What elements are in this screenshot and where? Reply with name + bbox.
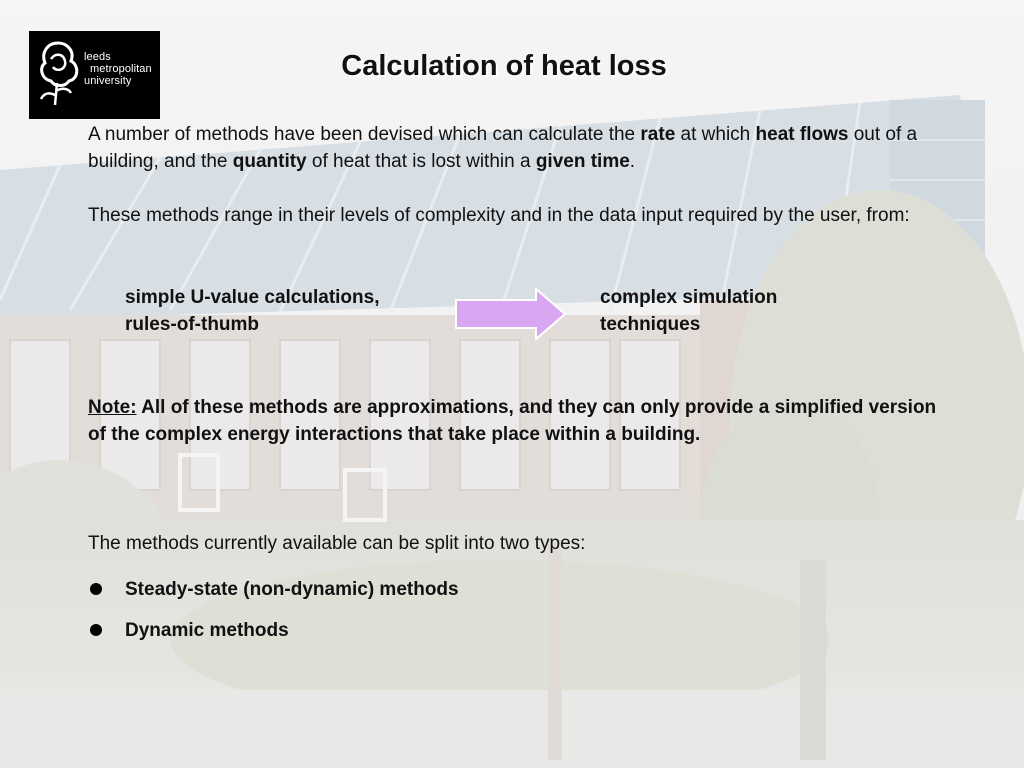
list-item-label: Steady-state (non-dynamic) methods xyxy=(125,579,459,600)
intro-text-2: at which xyxy=(675,124,756,145)
intro-bold-rate: rate xyxy=(640,124,676,145)
method-types-list xyxy=(88,576,459,658)
slide-title: Calculation of heat loss xyxy=(341,50,667,82)
note-paragraph xyxy=(88,394,958,448)
logo-line-1: leeds xyxy=(84,51,111,63)
intro-bold-heat-flows: heat flows xyxy=(755,124,849,145)
intro-paragraph xyxy=(88,121,958,175)
list-item xyxy=(88,617,459,658)
logo-line-2: metropolitan xyxy=(90,63,152,75)
note-label: Note: xyxy=(88,397,137,418)
simple-methods-line-2: rules-of-thumb xyxy=(125,314,260,335)
right-arrow-icon xyxy=(455,288,567,342)
simple-methods-label xyxy=(125,284,379,338)
complex-methods-line-2: techniques xyxy=(600,314,701,335)
range-paragraph: These methods range in their levels of complexity and in the data input required by the user, from: xyxy=(88,205,910,226)
note-text: All of these methods are approximations, and they can only provide a simplified version of the complex energy interactions that take place within a building. xyxy=(88,397,937,445)
bullet-icon xyxy=(90,583,102,595)
bullet-icon xyxy=(90,624,102,636)
intro-bold-given-time: given time xyxy=(535,151,630,172)
simple-methods-line-1: simple U-value calculations, xyxy=(125,287,380,308)
intro-text-4: of heat that is lost within a xyxy=(306,151,536,172)
list-item-label: Dynamic methods xyxy=(125,620,289,641)
intro-text-1: A number of methods have been devised which can calculate the xyxy=(88,124,641,145)
intro-text-5: . xyxy=(629,151,636,172)
intro-text-3: out of a building, and the xyxy=(88,124,918,172)
complex-methods-line-1: complex simulation xyxy=(600,287,778,308)
intro-bold-quantity: quantity xyxy=(232,151,307,172)
complex-methods-label xyxy=(600,284,777,338)
logo-line-3: university xyxy=(84,75,132,87)
types-intro-paragraph: The methods currently available can be split into two types: xyxy=(88,533,586,554)
list-item xyxy=(88,576,459,617)
